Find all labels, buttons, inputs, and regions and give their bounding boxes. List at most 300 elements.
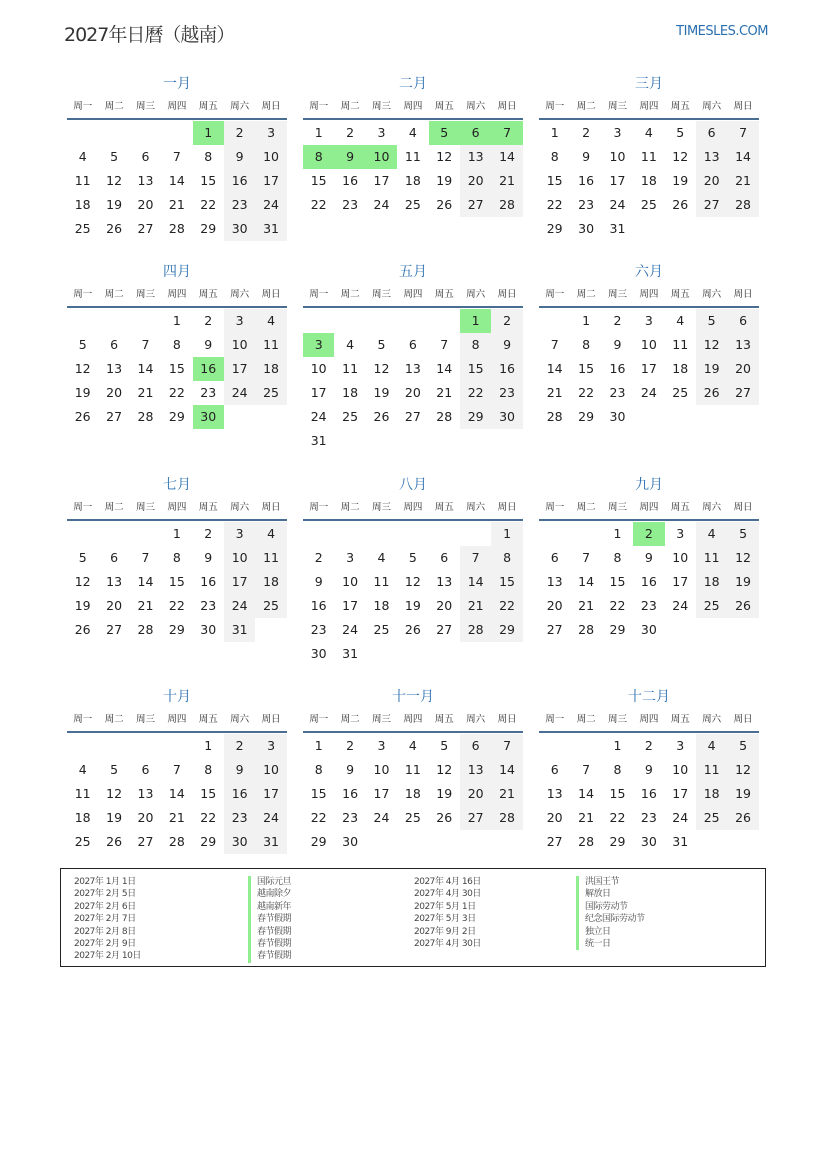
day-cell: 19: [106, 197, 123, 212]
day-cell: 14: [491, 145, 522, 169]
day-cell: 25: [696, 594, 727, 618]
weekday-label: 周四: [639, 502, 659, 513]
day-cell: 2: [314, 550, 323, 565]
day-cell: 14: [168, 786, 185, 801]
weekday-label: 周三: [607, 289, 627, 300]
day-cell: 6: [141, 149, 150, 164]
day-cell: 6: [408, 337, 417, 352]
day-cell: 11: [342, 361, 359, 376]
brand-logo-text[interactable]: TIMESLES.COM: [676, 24, 768, 39]
weekday-label: 周四: [403, 502, 423, 513]
day-cell: 30: [640, 834, 657, 849]
month-name: 二月: [399, 76, 427, 92]
day-cell: 18: [404, 786, 421, 801]
weekday-label: 周六: [230, 502, 250, 513]
day-cell: 16: [578, 173, 595, 188]
day-cell: 25: [255, 381, 286, 405]
day-cell: 10: [255, 758, 286, 782]
day-cell: 5: [110, 762, 119, 777]
day-cell: 23: [342, 810, 359, 825]
weekday-label: 周三: [371, 502, 391, 513]
weekday-label: 周四: [167, 714, 187, 725]
weekday-label: 周六: [230, 714, 250, 725]
weekday-label: 周三: [607, 502, 627, 513]
day-cell: 12: [672, 149, 689, 164]
day-cell: 18: [696, 570, 727, 594]
day-cell: 21: [546, 385, 563, 400]
day-cell: 8: [613, 762, 622, 777]
day-cell: 5: [110, 149, 119, 164]
day-cell: 10: [672, 550, 689, 565]
empty-day-cell: [161, 734, 192, 758]
day-cell: 20: [137, 197, 154, 212]
day-cell: 21: [460, 594, 491, 618]
day-cell: 26: [672, 197, 689, 212]
day-cell: 28: [491, 806, 522, 830]
day-cell: 17: [640, 361, 657, 376]
day-cell: 6: [141, 762, 150, 777]
day-cell: 1: [314, 125, 323, 140]
day-cell: 5: [696, 309, 727, 333]
legend-holiday-name: 国际元旦: [248, 876, 291, 888]
day-cell: 24: [255, 806, 286, 830]
holiday-legend: [60, 868, 766, 967]
day-cell: 1: [172, 313, 181, 328]
day-cell: 11: [255, 333, 286, 357]
day-cell: 29: [460, 405, 491, 429]
day-cell: 2: [204, 526, 213, 541]
weekday-label: 周三: [607, 714, 627, 725]
day-cell: 17: [255, 169, 286, 193]
day-cell: 25: [672, 385, 689, 400]
day-cell: 14: [546, 361, 563, 376]
day-grid: [539, 734, 759, 854]
day-cell: 14: [491, 758, 522, 782]
day-cell: 20: [404, 385, 421, 400]
day-cell: 24: [672, 598, 689, 613]
day-cell: 30: [578, 221, 595, 236]
day-cell: 25: [640, 197, 657, 212]
empty-day-cell: [539, 522, 570, 546]
day-cell: 16: [310, 598, 327, 613]
day-cell: 9: [582, 149, 591, 164]
legend-date: 2027年 2月 7日: [74, 914, 136, 925]
day-cell: 27: [106, 622, 123, 637]
weekday-label: 周日: [261, 101, 281, 112]
weekday-label: 周日: [261, 714, 281, 725]
day-cell: 8: [460, 333, 491, 357]
weekday-label: 周二: [576, 289, 596, 300]
holiday-day-cell: 10: [366, 145, 397, 169]
legend-holiday-name: 越南除夕: [248, 888, 291, 900]
day-cell: 20: [460, 169, 491, 193]
legend-date: 2027年 5月 3日: [414, 914, 476, 925]
day-cell: 1: [582, 313, 591, 328]
day-cell: 16: [342, 786, 359, 801]
empty-day-cell: [67, 734, 98, 758]
weekday-label: 周五: [198, 101, 218, 112]
day-cell: 26: [74, 622, 91, 637]
day-cell: 16: [224, 782, 255, 806]
day-cell: 21: [578, 810, 595, 825]
day-cell: 12: [106, 173, 123, 188]
day-cell: 30: [609, 409, 626, 424]
day-cell: 22: [200, 197, 217, 212]
day-cell: 26: [106, 221, 123, 236]
day-cell: 19: [373, 385, 390, 400]
day-cell: 4: [696, 734, 727, 758]
weekday-label: 周一: [73, 289, 93, 300]
day-cell: 11: [640, 149, 657, 164]
weekday-label: 周五: [434, 101, 454, 112]
day-cell: 2: [491, 309, 522, 333]
day-cell: 27: [106, 409, 123, 424]
empty-day-cell: [67, 309, 98, 333]
day-cell: 7: [550, 337, 559, 352]
month-name: 九月: [635, 477, 663, 493]
holiday-day-cell: 6: [460, 121, 491, 145]
month-name: 七月: [163, 477, 191, 493]
day-cell: 13: [546, 786, 563, 801]
day-cell: 24: [255, 193, 286, 217]
day-cell: 15: [460, 357, 491, 381]
day-cell: 21: [491, 169, 522, 193]
day-cell: 4: [696, 522, 727, 546]
day-cell: 29: [609, 834, 626, 849]
day-cell: 3: [377, 738, 386, 753]
day-cell: 14: [168, 173, 185, 188]
day-cell: 10: [224, 333, 255, 357]
day-cell: 9: [346, 762, 355, 777]
day-cell: 28: [137, 622, 154, 637]
day-cell: 7: [727, 121, 758, 145]
month-block: [303, 72, 523, 217]
day-cell: 19: [436, 173, 453, 188]
weekday-label: 周二: [340, 714, 360, 725]
day-cell: 2: [346, 125, 355, 140]
day-cell: 6: [110, 337, 119, 352]
day-cell: 9: [613, 337, 622, 352]
weekday-label: 周一: [545, 289, 565, 300]
day-cell: 13: [436, 574, 453, 589]
day-cell: 7: [582, 762, 591, 777]
weekday-label: 周日: [497, 101, 517, 112]
month-name: 一月: [163, 76, 191, 92]
day-cell: 3: [676, 526, 685, 541]
legend-date: 2027年 4月 30日: [414, 889, 481, 900]
weekday-label: 周五: [670, 101, 690, 112]
day-cell: 22: [168, 385, 185, 400]
day-grid: [67, 309, 287, 429]
day-cell: 15: [168, 361, 185, 376]
day-grid: [539, 121, 759, 241]
weekday-label: 周三: [135, 714, 155, 725]
day-cell: 14: [137, 361, 154, 376]
holiday-day-cell: 9: [334, 145, 365, 169]
empty-day-cell: [539, 309, 570, 333]
day-cell: 17: [609, 173, 626, 188]
weekday-label: 周五: [434, 714, 454, 725]
legend-date: 2027年 5月 1日: [414, 901, 476, 912]
day-cell: 28: [460, 618, 491, 642]
month-name: 四月: [163, 264, 191, 280]
day-cell: 12: [727, 546, 758, 570]
weekday-label: 周一: [309, 714, 329, 725]
empty-day-cell: [397, 522, 428, 546]
day-cell: 26: [436, 810, 453, 825]
empty-day-cell: [366, 309, 397, 333]
day-cell: 11: [404, 149, 421, 164]
empty-day-cell: [67, 522, 98, 546]
day-cell: 7: [141, 550, 150, 565]
day-cell: 25: [404, 810, 421, 825]
day-cell: 27: [404, 409, 421, 424]
day-cell: 28: [578, 834, 595, 849]
day-cell: 4: [408, 738, 417, 753]
day-cell: 26: [373, 409, 390, 424]
holiday-day-cell: 16: [193, 357, 224, 381]
day-cell: 25: [342, 409, 359, 424]
day-cell: 12: [436, 762, 453, 777]
day-cell: 6: [460, 734, 491, 758]
weekday-label: 周六: [702, 714, 722, 725]
weekday-label: 周日: [497, 714, 517, 725]
day-cell: 6: [727, 309, 758, 333]
day-cell: 17: [342, 598, 359, 613]
day-cell: 13: [460, 145, 491, 169]
day-cell: 2: [582, 125, 591, 140]
day-cell: 29: [200, 221, 217, 236]
day-cell: 1: [204, 738, 213, 753]
day-cell: 31: [609, 221, 626, 236]
day-cell: 19: [436, 786, 453, 801]
weekday-label: 周一: [309, 289, 329, 300]
day-cell: 24: [373, 197, 390, 212]
day-cell: 24: [224, 381, 255, 405]
day-cell: 3: [224, 309, 255, 333]
day-cell: 4: [346, 337, 355, 352]
day-cell: 10: [255, 145, 286, 169]
weekday-label: 周五: [670, 714, 690, 725]
day-cell: 16: [342, 173, 359, 188]
day-cell: 9: [491, 333, 522, 357]
legend-holiday-name: 统一日: [576, 938, 645, 950]
day-cell: 18: [373, 598, 390, 613]
weekday-label: 周一: [309, 502, 329, 513]
holiday-day-cell: 1: [460, 309, 491, 333]
weekday-label: 周一: [545, 101, 565, 112]
legend-dates-left: [74, 876, 141, 963]
day-cell: 20: [696, 169, 727, 193]
weekday-label: 周四: [403, 714, 423, 725]
day-cell: 3: [346, 550, 355, 565]
weekday-label: 周二: [104, 714, 124, 725]
empty-day-cell: [334, 522, 365, 546]
weekday-label: 周三: [135, 289, 155, 300]
weekday-label: 周四: [639, 101, 659, 112]
day-cell: 19: [727, 782, 758, 806]
month-block: [303, 685, 523, 854]
weekday-label: 周三: [607, 101, 627, 112]
weekday-header: [539, 709, 759, 733]
weekday-label: 周六: [230, 101, 250, 112]
day-cell: 13: [727, 333, 758, 357]
day-cell: 12: [74, 361, 91, 376]
day-cell: 28: [491, 193, 522, 217]
day-cell: 15: [491, 570, 522, 594]
weekday-label: 周日: [497, 289, 517, 300]
day-cell: 19: [696, 357, 727, 381]
day-cell: 13: [696, 145, 727, 169]
day-cell: 27: [460, 806, 491, 830]
day-cell: 10: [609, 149, 626, 164]
weekday-label: 周三: [371, 289, 391, 300]
day-cell: 25: [255, 594, 286, 618]
empty-day-cell: [303, 309, 334, 333]
day-cell: 8: [172, 337, 181, 352]
day-cell: 21: [137, 385, 154, 400]
holiday-day-cell: 3: [303, 333, 334, 357]
day-cell: 3: [255, 734, 286, 758]
legend-holiday-name: 越南新年: [248, 901, 291, 913]
day-cell: 26: [696, 381, 727, 405]
weekday-label: 周四: [639, 714, 659, 725]
weekday-header: [303, 497, 523, 521]
day-cell: 11: [373, 574, 390, 589]
day-cell: 8: [613, 550, 622, 565]
day-cell: 22: [310, 197, 327, 212]
day-cell: 22: [200, 810, 217, 825]
empty-day-cell: [429, 522, 460, 546]
month-name: 五月: [399, 264, 427, 280]
month-name: 八月: [399, 477, 427, 493]
day-cell: 13: [106, 361, 123, 376]
weekday-header: [303, 96, 523, 120]
day-cell: 26: [74, 409, 91, 424]
day-cell: 24: [640, 385, 657, 400]
day-cell: 28: [578, 622, 595, 637]
day-cell: 8: [314, 762, 323, 777]
weekday-label: 周五: [434, 289, 454, 300]
day-cell: 20: [546, 810, 563, 825]
weekday-label: 周三: [371, 101, 391, 112]
holiday-day-cell: 2: [633, 522, 664, 546]
day-cell: 23: [310, 622, 327, 637]
day-cell: 5: [727, 734, 758, 758]
day-cell: 2: [613, 313, 622, 328]
day-cell: 26: [727, 806, 758, 830]
month-block: [539, 72, 759, 241]
weekday-label: 周二: [576, 714, 596, 725]
day-cell: 18: [696, 782, 727, 806]
day-cell: 19: [74, 598, 91, 613]
day-cell: 27: [137, 834, 154, 849]
weekday-header: [67, 709, 287, 733]
day-cell: 15: [609, 574, 626, 589]
empty-day-cell: [130, 121, 161, 145]
day-cell: 18: [74, 810, 91, 825]
day-cell: 1: [491, 522, 522, 546]
day-cell: 20: [460, 782, 491, 806]
day-cell: 9: [204, 337, 213, 352]
day-cell: 6: [550, 550, 559, 565]
day-cell: 18: [255, 570, 286, 594]
day-cell: 24: [609, 197, 626, 212]
day-cell: 2: [224, 121, 255, 145]
day-cell: 22: [578, 385, 595, 400]
day-cell: 22: [491, 594, 522, 618]
day-cell: 20: [546, 598, 563, 613]
day-cell: 6: [110, 550, 119, 565]
weekday-label: 周二: [340, 289, 360, 300]
day-cell: 15: [546, 173, 563, 188]
day-cell: 8: [491, 546, 522, 570]
weekday-label: 周六: [702, 502, 722, 513]
day-cell: 31: [255, 217, 286, 241]
day-cell: 3: [676, 738, 685, 753]
month-block: [67, 473, 287, 642]
weekday-label: 周六: [466, 502, 486, 513]
day-cell: 12: [106, 786, 123, 801]
day-cell: 23: [609, 385, 626, 400]
day-cell: 22: [168, 598, 185, 613]
weekday-label: 周四: [403, 289, 423, 300]
day-cell: 25: [373, 622, 390, 637]
empty-day-cell: [334, 309, 365, 333]
day-cell: 4: [377, 550, 386, 565]
day-cell: 26: [404, 622, 421, 637]
empty-day-cell: [161, 121, 192, 145]
day-cell: 31: [672, 834, 689, 849]
day-cell: 13: [404, 361, 421, 376]
day-cell: 15: [310, 786, 327, 801]
day-cell: 12: [696, 333, 727, 357]
weekday-label: 周日: [261, 289, 281, 300]
empty-day-cell: [366, 522, 397, 546]
day-cell: 17: [255, 782, 286, 806]
weekday-label: 周五: [670, 502, 690, 513]
day-grid: [303, 121, 523, 217]
day-cell: 26: [106, 834, 123, 849]
day-cell: 17: [373, 173, 390, 188]
day-cell: 11: [696, 758, 727, 782]
month-block: [303, 473, 523, 666]
empty-day-cell: [98, 734, 129, 758]
day-cell: 14: [137, 574, 154, 589]
month-name: 六月: [635, 264, 663, 280]
day-cell: 17: [310, 385, 327, 400]
day-cell: 13: [137, 786, 154, 801]
day-cell: 14: [578, 574, 595, 589]
weekday-label: 周六: [466, 714, 486, 725]
day-cell: 14: [460, 570, 491, 594]
day-cell: 7: [460, 546, 491, 570]
day-cell: 7: [440, 337, 449, 352]
day-cell: 3: [613, 125, 622, 140]
day-cell: 9: [644, 762, 653, 777]
day-cell: 6: [440, 550, 449, 565]
day-cell: 26: [436, 197, 453, 212]
day-cell: 23: [578, 197, 595, 212]
day-cell: 27: [696, 193, 727, 217]
day-cell: 30: [640, 622, 657, 637]
day-cell: 28: [168, 834, 185, 849]
legend-holiday-name: 解放日: [576, 888, 645, 900]
day-cell: 11: [255, 546, 286, 570]
day-cell: 1: [613, 526, 622, 541]
day-cell: 21: [137, 598, 154, 613]
weekday-header: [67, 284, 287, 308]
